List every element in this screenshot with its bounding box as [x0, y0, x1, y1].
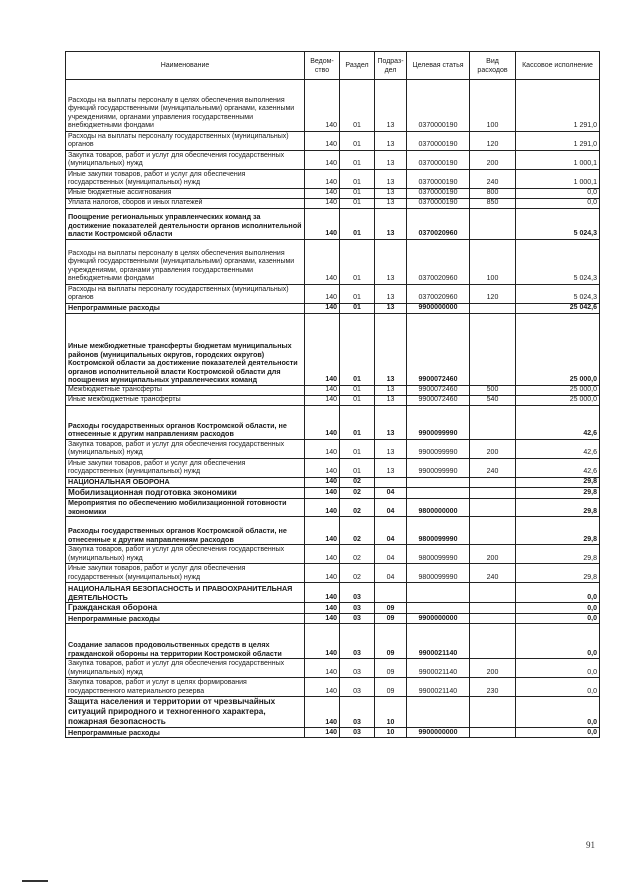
cell-name: Расходы государственных органов Костромской области, не отнесенные к другим направлениям расходов	[66, 517, 305, 545]
cell-section: 03	[340, 678, 375, 697]
cell-section: 02	[340, 499, 375, 517]
cell-subsection	[375, 583, 407, 603]
cell-target: 0370020960	[407, 285, 470, 304]
cell-target: 9800000000	[407, 499, 470, 517]
cell-exptype: 240	[470, 564, 516, 583]
table-row	[66, 209, 600, 240]
cell-target: 9900072460	[407, 386, 470, 396]
cell-dept: 140	[305, 151, 340, 170]
cell-exptype: 200	[470, 440, 516, 459]
cell-name: Гражданская оборона	[66, 603, 305, 614]
cell-subsection: 04	[375, 545, 407, 564]
cell-name: Иные закупки товаров, работ и услуг для обеспечения государственных (муниципальных) нужд	[66, 459, 305, 478]
cell-dept: 140	[305, 659, 340, 678]
cell-section: 02	[340, 478, 375, 488]
cell-section: 01	[340, 396, 375, 406]
table-row	[66, 488, 600, 499]
table-row	[66, 314, 600, 386]
cell-exptype	[470, 304, 516, 314]
cell-dept: 140	[305, 583, 340, 603]
cell-section: 01	[340, 189, 375, 199]
cell-name: Расходы государственных органов Костромской области, не отнесенные к другим направлениям расходов	[66, 406, 305, 440]
cell-dept: 140	[305, 624, 340, 659]
cell-name: Закупка товаров, работ и услуг в целях формирования государственного материального резерва	[66, 678, 305, 697]
cell-subsection: 04	[375, 499, 407, 517]
cell-target: 9900021140	[407, 678, 470, 697]
cell-dept: 140	[305, 459, 340, 478]
cell-section: 01	[340, 199, 375, 209]
cell-amount: 29,8	[516, 564, 600, 583]
cell-exptype	[470, 614, 516, 624]
header-section: Раздел	[340, 52, 375, 80]
cell-dept: 140	[305, 488, 340, 499]
cell-section: 01	[340, 132, 375, 151]
cell-name: Закупка товаров, работ и услуг для обеспечения государственных (муниципальных) нужд	[66, 545, 305, 564]
cell-target: 0370000190	[407, 199, 470, 209]
cell-section: 03	[340, 624, 375, 659]
cell-section: 01	[340, 209, 375, 240]
table-row	[66, 728, 600, 738]
cell-amount: 29,8	[516, 478, 600, 488]
cell-section: 01	[340, 80, 375, 132]
cell-name: Создание запасов продовольственных средств в целях гражданской обороны на территории Костромской области	[66, 624, 305, 659]
cell-amount: 0,0	[516, 728, 600, 738]
cell-exptype: 100	[470, 240, 516, 285]
header-subsection: Подраз-дел	[375, 52, 407, 80]
cell-target: 0370020960	[407, 240, 470, 285]
cell-target: 9900000000	[407, 728, 470, 738]
footer-mark	[22, 880, 48, 882]
cell-target	[407, 697, 470, 728]
cell-exptype: 100	[470, 80, 516, 132]
cell-section: 02	[340, 517, 375, 545]
cell-subsection: 13	[375, 285, 407, 304]
cell-dept: 140	[305, 564, 340, 583]
table-row	[66, 659, 600, 678]
cell-section: 01	[340, 406, 375, 440]
cell-dept: 140	[305, 314, 340, 386]
cell-name: Мобилизационная подготовка экономики	[66, 488, 305, 499]
cell-dept: 140	[305, 80, 340, 132]
cell-target: 9900000000	[407, 304, 470, 314]
cell-dept: 140	[305, 189, 340, 199]
cell-target	[407, 478, 470, 488]
cell-amount: 42,6	[516, 440, 600, 459]
cell-target: 0370000190	[407, 151, 470, 170]
cell-amount: 0,0	[516, 678, 600, 697]
header-exptype: Вид расходов	[470, 52, 516, 80]
cell-exptype: 800	[470, 189, 516, 199]
cell-exptype: 120	[470, 132, 516, 151]
cell-amount: 0,0	[516, 659, 600, 678]
cell-amount: 25 000,0	[516, 396, 600, 406]
cell-section: 01	[340, 440, 375, 459]
cell-amount: 29,8	[516, 517, 600, 545]
cell-name: Закупка товаров, работ и услуг для обеспечения государственных (муниципальных) нужд	[66, 659, 305, 678]
cell-section: 01	[340, 459, 375, 478]
cell-dept: 140	[305, 678, 340, 697]
cell-section: 01	[340, 386, 375, 396]
cell-subsection: 13	[375, 170, 407, 189]
cell-dept: 140	[305, 199, 340, 209]
header-dept: Ведом-ство	[305, 52, 340, 80]
cell-section: 03	[340, 603, 375, 614]
cell-target: 9800099990	[407, 517, 470, 545]
cell-target: 9900021140	[407, 659, 470, 678]
cell-amount: 29,8	[516, 545, 600, 564]
cell-name: Закупка товаров, работ и услуг для обеспечения государственных (муниципальных) нужд	[66, 151, 305, 170]
cell-amount: 0,0	[516, 614, 600, 624]
cell-exptype: 200	[470, 659, 516, 678]
cell-name: Межбюджетные трансферты	[66, 386, 305, 396]
cell-name: Иные межбюджетные трансферты бюджетам муниципальных районов (муниципальных округов, городских округов) Костромской области за достижение показателей деятельности органов исполнительной власти Костромской области для поощрения муниципальных управленческих команд	[66, 314, 305, 386]
table-row	[66, 240, 600, 285]
cell-subsection: 13	[375, 240, 407, 285]
cell-subsection: 04	[375, 488, 407, 499]
cell-dept: 140	[305, 614, 340, 624]
cell-section: 02	[340, 545, 375, 564]
cell-name: Расходы на выплаты персоналу в целях обеспечения выполнения функций государственными (муниципальными) органами, казенными учреждениями, органами управления государственными внебюджетными фондами	[66, 80, 305, 132]
cell-amount: 5 024,3	[516, 285, 600, 304]
cell-amount: 0,0	[516, 697, 600, 728]
cell-target: 9900000000	[407, 614, 470, 624]
cell-amount: 25 000,0	[516, 314, 600, 386]
cell-exptype: 240	[470, 459, 516, 478]
cell-target: 9800099990	[407, 545, 470, 564]
table-row	[66, 170, 600, 189]
cell-exptype	[470, 697, 516, 728]
cell-exptype	[470, 406, 516, 440]
cell-dept: 140	[305, 304, 340, 314]
table-row	[66, 80, 600, 132]
cell-exptype: 850	[470, 199, 516, 209]
cell-amount: 1 291,0	[516, 132, 600, 151]
cell-subsection	[375, 478, 407, 488]
table-row	[66, 697, 600, 728]
cell-section: 01	[340, 170, 375, 189]
cell-name: Иные закупки товаров, работ и услуг для обеспечения государственных (муниципальных) нужд	[66, 564, 305, 583]
cell-amount: 29,8	[516, 488, 600, 499]
cell-dept: 140	[305, 440, 340, 459]
table-row	[66, 285, 600, 304]
table-row	[66, 564, 600, 583]
cell-exptype	[470, 314, 516, 386]
cell-target	[407, 583, 470, 603]
cell-dept: 140	[305, 406, 340, 440]
cell-target	[407, 603, 470, 614]
table-row	[66, 614, 600, 624]
cell-amount: 5 024,3	[516, 240, 600, 285]
table-row	[66, 517, 600, 545]
cell-target: 9900099990	[407, 459, 470, 478]
cell-dept: 140	[305, 517, 340, 545]
cell-section: 01	[340, 285, 375, 304]
cell-dept: 140	[305, 499, 340, 517]
cell-dept: 140	[305, 478, 340, 488]
cell-subsection: 13	[375, 314, 407, 386]
cell-dept: 140	[305, 697, 340, 728]
cell-target	[407, 488, 470, 499]
cell-amount: 1 000,1	[516, 151, 600, 170]
table-header	[66, 52, 600, 80]
cell-name: Иные бюджетные ассигнования	[66, 189, 305, 199]
cell-amount: 42,6	[516, 406, 600, 440]
budget-table	[65, 51, 600, 738]
cell-name: Непрограммные расходы	[66, 614, 305, 624]
cell-target: 0370000190	[407, 132, 470, 151]
cell-amount: 0,0	[516, 603, 600, 614]
cell-dept: 140	[305, 386, 340, 396]
cell-target: 9900072460	[407, 314, 470, 386]
page-number: 91	[586, 840, 595, 850]
table-row	[66, 396, 600, 406]
cell-subsection: 10	[375, 697, 407, 728]
cell-dept: 140	[305, 728, 340, 738]
cell-amount: 0,0	[516, 199, 600, 209]
cell-amount: 0,0	[516, 583, 600, 603]
header-name: Наименование	[66, 52, 305, 80]
cell-dept: 140	[305, 170, 340, 189]
table-row	[66, 678, 600, 697]
cell-name: Расходы на выплаты персоналу государственных (муниципальных) органов	[66, 285, 305, 304]
table-row	[66, 199, 600, 209]
table-row	[66, 603, 600, 614]
cell-subsection: 13	[375, 132, 407, 151]
cell-name: Расходы на выплаты персоналу государственных (муниципальных) органов	[66, 132, 305, 151]
table-row	[66, 189, 600, 199]
cell-exptype	[470, 624, 516, 659]
table-row	[66, 478, 600, 488]
cell-exptype	[470, 517, 516, 545]
cell-target: 0370020960	[407, 209, 470, 240]
cell-dept: 140	[305, 240, 340, 285]
cell-subsection: 04	[375, 517, 407, 545]
table-row	[66, 132, 600, 151]
cell-exptype	[470, 478, 516, 488]
table-row	[66, 151, 600, 170]
cell-section: 01	[340, 304, 375, 314]
cell-name: Иные межбюджетные трансферты	[66, 396, 305, 406]
cell-amount: 42,6	[516, 459, 600, 478]
cell-exptype: 230	[470, 678, 516, 697]
cell-exptype: 200	[470, 545, 516, 564]
cell-dept: 140	[305, 132, 340, 151]
cell-subsection: 09	[375, 659, 407, 678]
cell-amount: 29,8	[516, 499, 600, 517]
table-row	[66, 440, 600, 459]
cell-subsection: 13	[375, 386, 407, 396]
cell-exptype: 500	[470, 386, 516, 396]
cell-subsection: 04	[375, 564, 407, 583]
cell-target: 9800099990	[407, 564, 470, 583]
cell-name: Мероприятия по обеспечению мобилизационной готовности экономики	[66, 499, 305, 517]
cell-subsection: 09	[375, 603, 407, 614]
cell-target: 9900072460	[407, 396, 470, 406]
cell-section: 02	[340, 488, 375, 499]
cell-subsection: 13	[375, 209, 407, 240]
cell-amount: 0,0	[516, 624, 600, 659]
cell-exptype: 120	[470, 285, 516, 304]
cell-subsection: 09	[375, 614, 407, 624]
cell-dept: 140	[305, 603, 340, 614]
table-row	[66, 624, 600, 659]
cell-dept: 140	[305, 545, 340, 564]
cell-section: 03	[340, 583, 375, 603]
cell-subsection: 09	[375, 678, 407, 697]
cell-section: 03	[340, 697, 375, 728]
table-row	[66, 499, 600, 517]
cell-subsection: 13	[375, 406, 407, 440]
cell-section: 01	[340, 151, 375, 170]
cell-dept: 140	[305, 285, 340, 304]
cell-amount: 25 000,0	[516, 386, 600, 396]
cell-subsection: 09	[375, 624, 407, 659]
cell-subsection: 13	[375, 80, 407, 132]
cell-section: 03	[340, 728, 375, 738]
cell-section: 03	[340, 614, 375, 624]
cell-subsection: 13	[375, 440, 407, 459]
cell-exptype	[470, 583, 516, 603]
cell-exptype	[470, 488, 516, 499]
cell-target: 9900099990	[407, 406, 470, 440]
cell-exptype	[470, 603, 516, 614]
cell-amount: 1 000,1	[516, 170, 600, 189]
cell-name: Непрограммные расходы	[66, 304, 305, 314]
table-body	[66, 80, 600, 738]
cell-target: 0370000190	[407, 80, 470, 132]
cell-amount: 25 042,6	[516, 304, 600, 314]
budget-page	[65, 51, 599, 738]
cell-dept: 140	[305, 396, 340, 406]
cell-exptype	[470, 728, 516, 738]
cell-exptype	[470, 499, 516, 517]
cell-target: 0370000190	[407, 189, 470, 199]
cell-subsection: 13	[375, 151, 407, 170]
cell-target: 9900099990	[407, 440, 470, 459]
cell-name: Защита населения и территории от чрезвычайных ситуаций природного и техногенного характера, пожарная безопасность	[66, 697, 305, 728]
cell-target: 0370000190	[407, 170, 470, 189]
cell-exptype: 540	[470, 396, 516, 406]
table-row	[66, 304, 600, 314]
cell-name: Закупка товаров, работ и услуг для обеспечения государственных (муниципальных) нужд	[66, 440, 305, 459]
table-row	[66, 406, 600, 440]
cell-amount: 5 024,3	[516, 209, 600, 240]
cell-name: Уплата налогов, сборов и иных платежей	[66, 199, 305, 209]
cell-subsection: 13	[375, 459, 407, 478]
cell-subsection: 13	[375, 304, 407, 314]
cell-name: Поощрение региональных управленческих команд за достижение показателей деятельности органов исполнительной власти Костромской области	[66, 209, 305, 240]
cell-section: 01	[340, 240, 375, 285]
cell-amount: 1 291,0	[516, 80, 600, 132]
header-amount: Кассовое исполнение	[516, 52, 600, 80]
cell-name: Расходы на выплаты персоналу в целях обеспечения выполнения функций государственными (муниципальными) органами, казенными учреждениями, органами управления государственными внебюджетными фондами	[66, 240, 305, 285]
cell-subsection: 13	[375, 199, 407, 209]
cell-exptype: 200	[470, 151, 516, 170]
table-row	[66, 459, 600, 478]
cell-exptype: 240	[470, 170, 516, 189]
cell-name: НАЦИОНАЛЬНАЯ ОБОРОНА	[66, 478, 305, 488]
cell-subsection: 10	[375, 728, 407, 738]
table-row	[66, 583, 600, 603]
cell-section: 02	[340, 564, 375, 583]
cell-section: 03	[340, 659, 375, 678]
cell-section: 01	[340, 314, 375, 386]
table-row	[66, 545, 600, 564]
cell-amount: 0,0	[516, 189, 600, 199]
cell-subsection: 13	[375, 189, 407, 199]
cell-dept: 140	[305, 209, 340, 240]
cell-exptype	[470, 209, 516, 240]
header-target: Целевая статья	[407, 52, 470, 80]
table-row	[66, 386, 600, 396]
cell-name: Иные закупки товаров, работ и услуг для обеспечения государственных (муниципальных) нужд	[66, 170, 305, 189]
cell-target: 9900021140	[407, 624, 470, 659]
cell-name: Непрограммные расходы	[66, 728, 305, 738]
cell-name: НАЦИОНАЛЬНАЯ БЕЗОПАСНОСТЬ И ПРАВООХРАНИТЕЛЬНАЯ ДЕЯТЕЛЬНОСТЬ	[66, 583, 305, 603]
cell-subsection: 13	[375, 396, 407, 406]
